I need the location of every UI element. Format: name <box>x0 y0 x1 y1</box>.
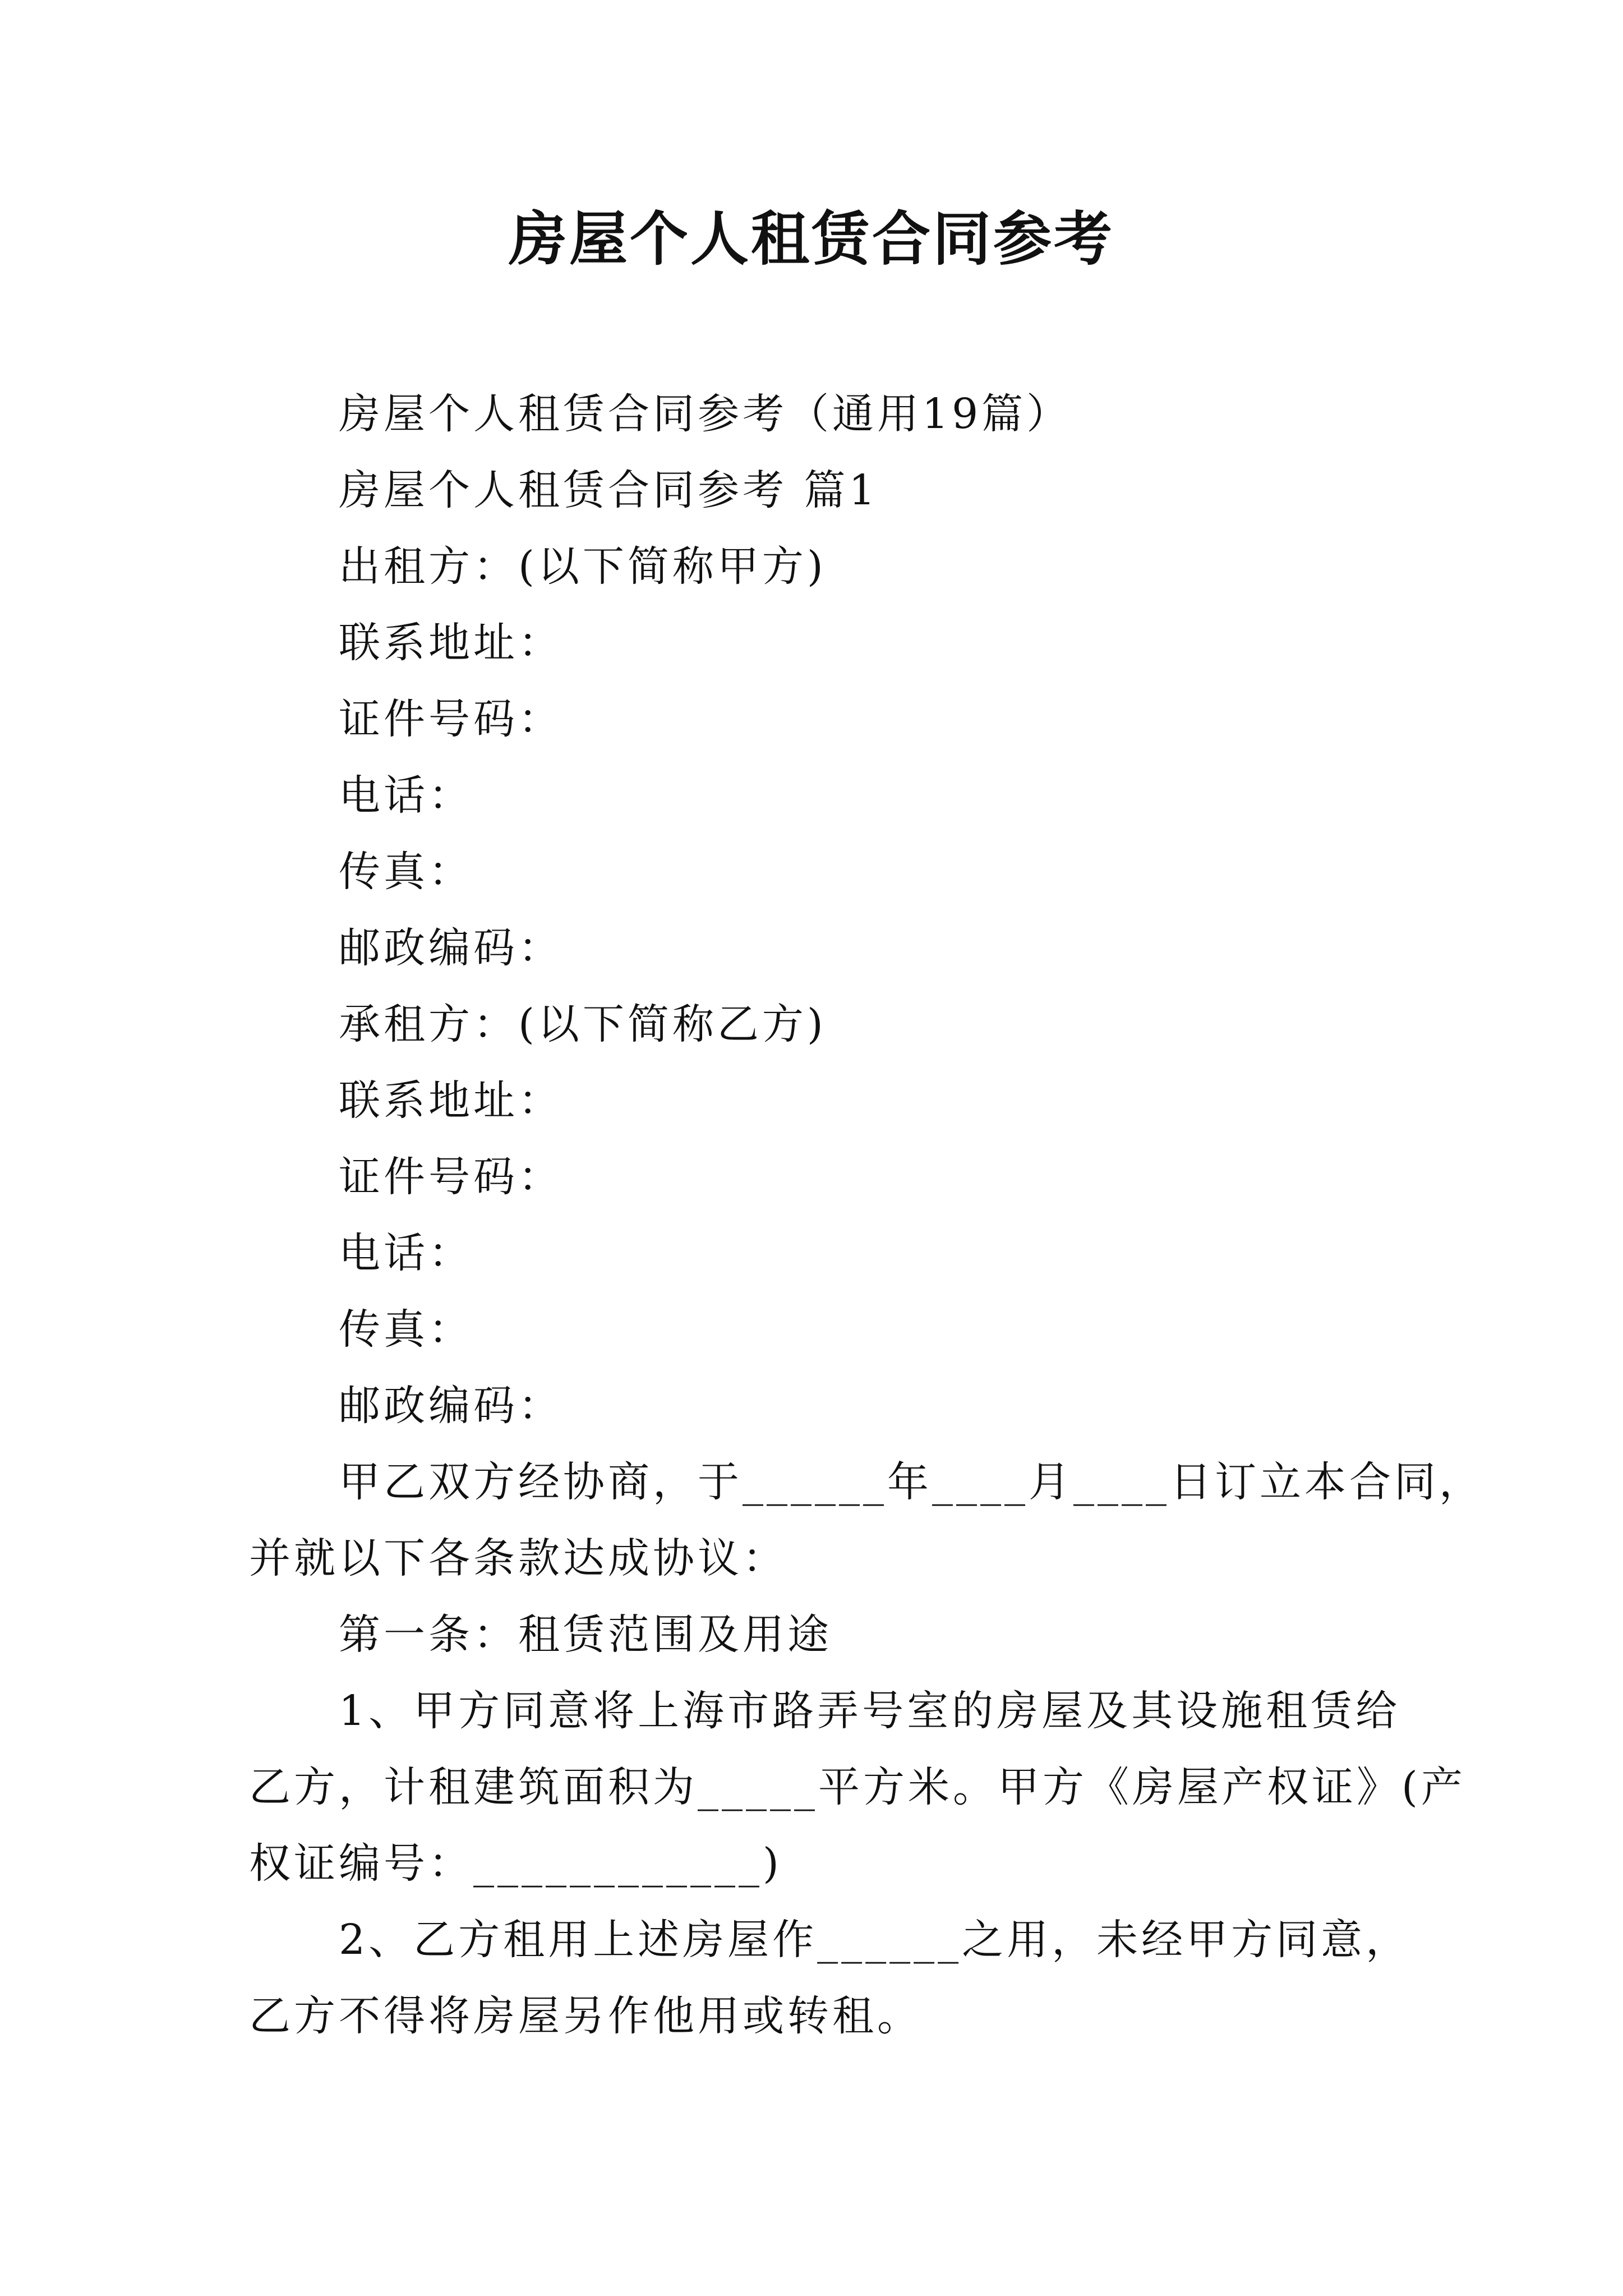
lessor-postcode-label: 邮政编码： <box>339 924 563 972</box>
lessee-fax-label: 传真： <box>339 1305 473 1354</box>
lessee-phone-label: 电话： <box>339 1229 473 1277</box>
lessee-address-label: 联系地址： <box>339 1076 563 1125</box>
lessee-id-label: 证件号码： <box>339 1153 563 1201</box>
clause-2-line-1: 2、乙方租用上述房屋作______之用，未经甲方同意， <box>339 1916 1411 1964</box>
clause-1-line-1: 1、甲方同意将上海市路弄号室的房屋及其设施租赁给 <box>339 1687 1401 1735</box>
agreement-paragraph-line-2: 并就以下各条款达成协议： <box>249 1534 787 1582</box>
article-1-heading: 第一条：租赁范围及用途 <box>339 1611 832 1659</box>
clause-1-line-2: 乙方，计租建筑面积为_____平方米。甲方《房屋产权证》(产 <box>249 1763 1466 1811</box>
clause-1-line-3: 权证编号：____________) <box>249 1839 782 1888</box>
lessor-label: 出租方：(以下简称甲方) <box>339 542 827 591</box>
subtitle-line: 房屋个人租赁合同参考（通用19篇） <box>339 390 1072 438</box>
lessor-address-label: 联系地址： <box>339 619 563 667</box>
lessee-postcode-label: 邮政编码： <box>339 1382 563 1430</box>
agreement-paragraph-line-1: 甲乙双方经协商，于______年____月____日订立本合同， <box>339 1458 1484 1506</box>
lessee-label: 承租方：(以下简称乙方) <box>339 1000 827 1048</box>
lessor-id-label: 证件号码： <box>339 695 563 743</box>
section-heading: 房屋个人租赁合同参考 篇1 <box>339 466 879 514</box>
document-title: 房屋个人租赁合同参考 <box>508 204 1114 273</box>
lessor-phone-label: 电话： <box>339 771 473 820</box>
lessor-fax-label: 传真： <box>339 848 473 896</box>
clause-2-line-2: 乙方不得将房屋另作他用或转租。 <box>249 1992 922 2040</box>
